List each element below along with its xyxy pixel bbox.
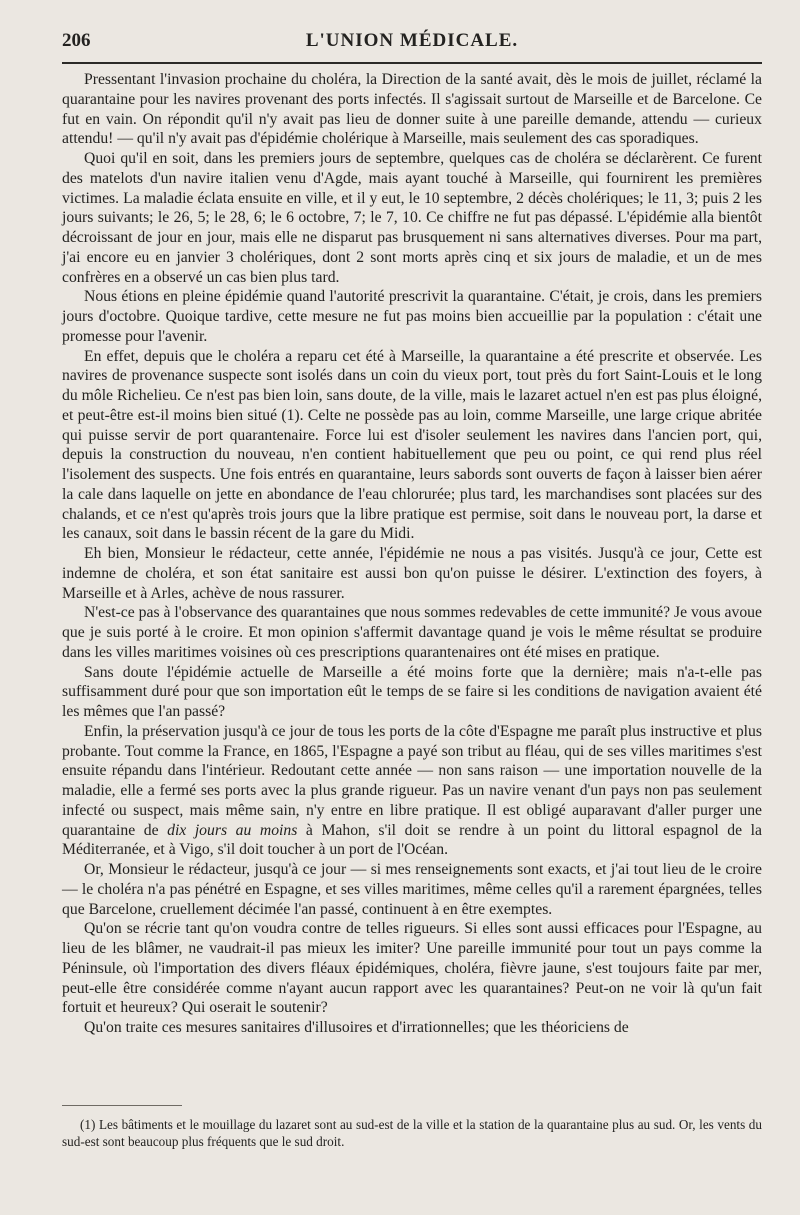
paragraph: Qu'on se récrie tant qu'on voudra contre de telles rigueurs. Si elles sont aussi efficaces pour l'Espagne, au lieu de les blâmer, ne vaudrait-il pas mieux les imiter? Une pareille immunité pour tout un pays comme la Péninsule, où l'importation des divers fléaux épidémiques, choléra, fièvre jaune, s'est toujours faite par mer, peut-elle être considérée comme n'ayant aucun rapport avec les quarantaines? Peut-on ne voir là qu'un fait fortuit et heureux? Qui oserait le soutenir? [62, 920, 762, 1017]
paragraph: Quoi qu'il en soit, dans les premiers jours de septembre, quelques cas de choléra se déclarèrent. Ce furent des matelots d'un navire italien venu d'Agde, mais ayant touché à Marseille, qui fournirent les premières victimes. La maladie éclata ensuite en ville, et il y eut, le 10 septembre, 2 décès cholériques; le 11, 3; puis 2 les jours suivants; le 26, 5; le 28, 6; le 6 octobre, 7; le 7, 10. Ce chiffre ne fut pas dépassé. L'épidémie alla bientôt décroissant de jour en jour, mais elle ne disparut pas brusquement ni sans alternatives diverses. Pour ma part, j'ai encore eu en janvier 3 cholériques, dont 2 sont morts après cinq et six jours de maladie, et un de mes confrères en a observé un cas bien plus tard. [62, 150, 762, 286]
paragraph: En effet, depuis que le choléra a reparu cet été à Marseille, la quarantaine a été prescrite et observée. Les navires de provenance suspecte sont isolés dans un coin du vieux port, tout près du fort Saint-Louis et le long du môle Richelieu. Ce n'est pas bien loin, sans doute, de la ville, mais le lazaret actuel n'en est pas plus éloigné, et peut-être est-il moins bien situé (1). Celte ne possède pas au loin, comme Marseille, une large crique abritée qui puisse servir de port quarantenaire. Force lui est d'isoler seulement les navires dans l'ancien port, qui, depuis la construction du nouveau, n'en contient habituellement que peu ou point, ce qui rend plus réel l'isolement des suspects. Une fois entrés en quarantaine, leurs sabords sont ouverts de façon à laisser bien aérer la cale dans laquelle on jette en abondance de l'eau chlorurée; plus tard, les marchandises sont placées sur des chalands, et ce n'est qu'après trois jours que la libre pratique est permise, soit dans le nouveau port, la darse et les canaux, soit dans le bassin récent de la gare du Midi. [62, 347, 762, 543]
page-header [62, 30, 762, 58]
paragraph: Sans doute l'épidémie actuelle de Marseille a été moins forte que la dernière; mais n'a-t-elle pas suffisamment duré pour que son importation eût le temps de se faire si les conditions de navigation avaient été les mêmes que l'an passé? [62, 663, 762, 720]
journal-title: L'UNION MÉDICALE. [305, 30, 519, 51]
paragraph: Eh bien, Monsieur le rédacteur, cette année, l'épidémie ne nous a pas visités. Jusqu'à ce jour, Cette est indemne de choléra, et son état sanitaire est aussi bon qu'on puisse le désirer. L'extinction des foyers, à Marseille et à Arles, achève de nous rassurer. [62, 545, 762, 602]
paragraph: Nous étions en pleine épidémie quand l'autorité prescrivit la quarantaine. C'était, je crois, dans les premiers jours d'octobre. Quoique tardive, cette mesure ne fut pas moins bien accueillie par la population : c'était une promesse pour l'avenir. [62, 288, 762, 345]
paragraph: Pressentant l'invasion prochaine du choléra, la Direction de la santé avait, dès le mois de juillet, réclamé la quarantaine pour les navires provenant des ports infectés. Il s'agissait surtout de Marseille et de Barcelone. Ce fut en vain. On répondit qu'il n'y avait pas lieu de donner suite à une pareille demande, attendu — curieux attendu! — qu'il n'y avait pas d'épidémie cholérique à Marseille, mais seulement des cas sporadiques. [62, 71, 762, 148]
paragraph: Qu'on traite ces mesures sanitaires d'illusoires et d'irrationnelles; que les théoriciens de [84, 1019, 629, 1036]
paragraph-text: à Mahon, s'il doit se rendre à un point du littoral espagnol de la Méditerranée, et à Vigo, s'il doit toucher à un port de l'Océan. [62, 821, 762, 859]
paragraph: Or, Monsieur le rédacteur, jusqu'à ce jour — si mes renseignements sont exacts, et j'ai tout lieu de le croire — le choléra n'a pas pénétré en Espagne, et ses villes maritimes, même celles qu'il a rarement épargnées, telles que Barcelone, cruellement décimée l'an passé, continuent à en être exemptes. [62, 861, 762, 918]
header-rule [62, 62, 762, 64]
paragraph: N'est-ce pas à l'observance des quarantaines que nous sommes redevables de cette immunité? Je vous avoue que je suis porté à le croire. Et mon opinion s'affermit davantage quand je vois le même résultat se produire dans les villes maritimes voisines où ces prescriptions quarantenaires ont été mises en pratique. [62, 604, 762, 661]
paragraph [62, 722, 762, 860]
footnote [62, 1116, 762, 1150]
footnote-rule [62, 1105, 182, 1106]
footnote-text: (1) Les bâtiments et le mouillage du lazaret sont au sud-est de la ville et la station de la quarantaine plus au sud. Or, les vents du sud-est sont beaucoup plus fréquents que le sud droit. [62, 1117, 762, 1149]
paragraph-text: Enfin, la préservation jusqu'à ce jour de tous les ports de la côte d'Espagne me paraît plus instructive et plus probante. Tout comme la France, en 1865, l'Espagne a payé son tribut au fléau, qui de ses villes maritimes s'est ensuite répandu dans l'intérieur. Redoutant cette année — non sans raison — une importation nouvelle de la maladie, elle a fermé ses ports avec la plus grande rigueur. Pas un navire venant d'un pays non pas seulement infecté ou suspect, mais même sain, n'y entre en libre pratique. Il est obligé auparavant d'aller purger une quarantaine de [62, 722, 762, 839]
italic-phrase: dix jours au moins [167, 821, 298, 839]
page-number: 206 [62, 30, 91, 51]
article-body [62, 70, 762, 1038]
